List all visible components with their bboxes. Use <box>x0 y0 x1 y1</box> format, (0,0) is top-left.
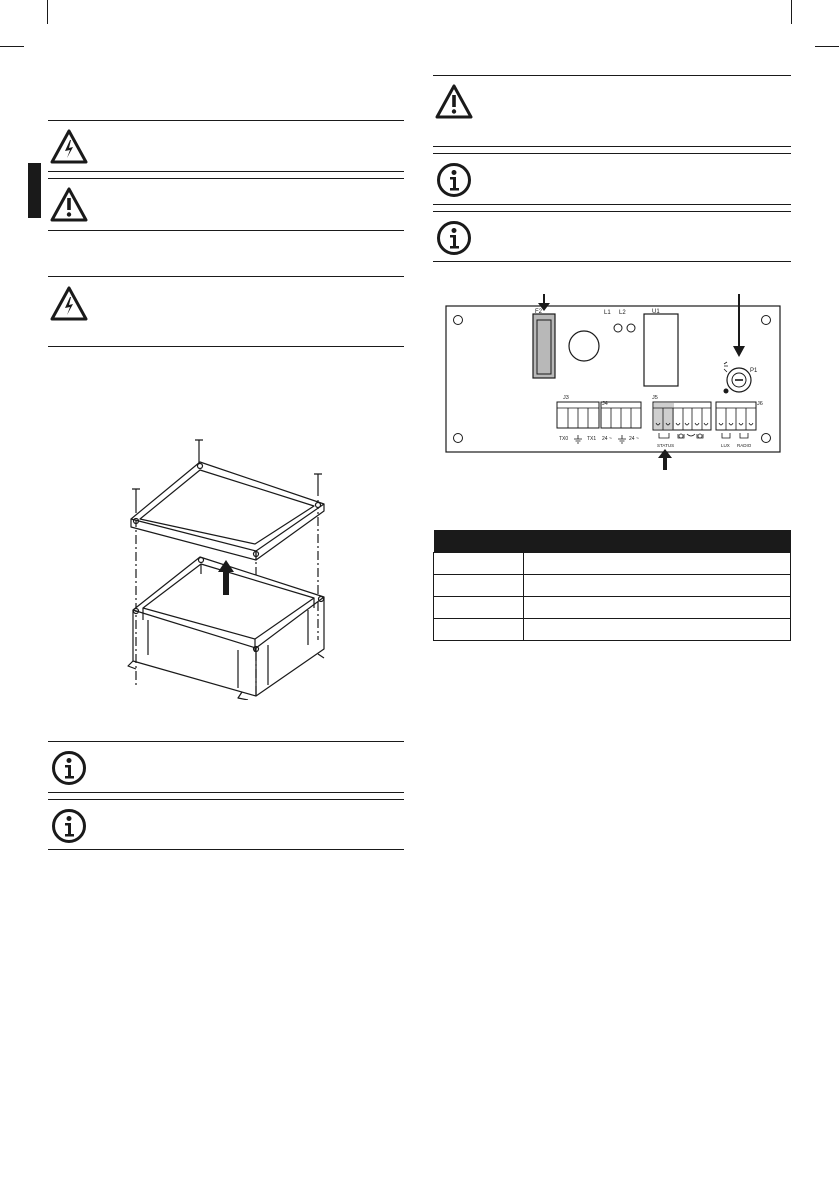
electric-hazard-notice <box>48 276 404 347</box>
trimmer-label: P1 <box>750 368 758 374</box>
fuse-label: F2 <box>535 309 543 315</box>
led1-label: L1 <box>604 310 611 316</box>
enclosure-exploded-drawing <box>118 430 338 700</box>
j3-term2-label: TX1 <box>587 436 597 442</box>
info-notice <box>433 211 791 262</box>
j6-term2-label: RADIO <box>737 443 752 448</box>
section-side-tab <box>28 163 41 218</box>
info-notice <box>433 153 791 204</box>
conn-j3-label: J3 <box>563 395 569 401</box>
info-icon <box>50 808 88 844</box>
electric-hazard-icon <box>50 129 88 165</box>
electric-hazard-notice <box>48 120 404 171</box>
electric-hazard-icon <box>50 286 88 322</box>
conn-j6-label: J6 <box>757 401 763 407</box>
info-icon <box>50 750 88 786</box>
warning-notice <box>433 75 791 146</box>
parameter-table <box>433 530 791 641</box>
divider <box>48 792 404 793</box>
conn-j5-label: J5 <box>652 395 658 401</box>
table-row <box>434 553 791 575</box>
table-row <box>434 597 791 619</box>
crop-mark <box>815 46 839 47</box>
info-notice <box>48 799 404 850</box>
divider <box>48 171 404 172</box>
crop-mark <box>47 0 48 24</box>
crop-mark <box>0 46 24 47</box>
warning-notice <box>48 178 404 230</box>
divider <box>433 146 791 147</box>
circuit-board-drawing <box>444 292 784 472</box>
table-header-row <box>434 530 791 553</box>
info-notice <box>48 741 404 792</box>
crop-mark <box>791 0 792 24</box>
j6-term1-label: LUX <box>721 443 730 448</box>
conn-j4-label: J4 <box>602 401 608 407</box>
info-icon <box>435 162 473 198</box>
info-icon <box>435 220 473 256</box>
j3-term1-label: TX0 <box>559 436 569 442</box>
relay-label: U1 <box>652 309 660 315</box>
divider <box>433 204 791 205</box>
led2-label: L2 <box>619 310 626 316</box>
warning-icon <box>50 187 88 223</box>
table-row <box>434 575 791 597</box>
table-row <box>434 619 791 641</box>
divider <box>48 230 404 231</box>
j4-term1-label: 24 ~ <box>602 436 612 442</box>
j4-term2-label: 24 ~ <box>629 436 639 442</box>
warning-icon <box>435 84 473 120</box>
j5-term-label: STATUS <box>657 443 675 448</box>
